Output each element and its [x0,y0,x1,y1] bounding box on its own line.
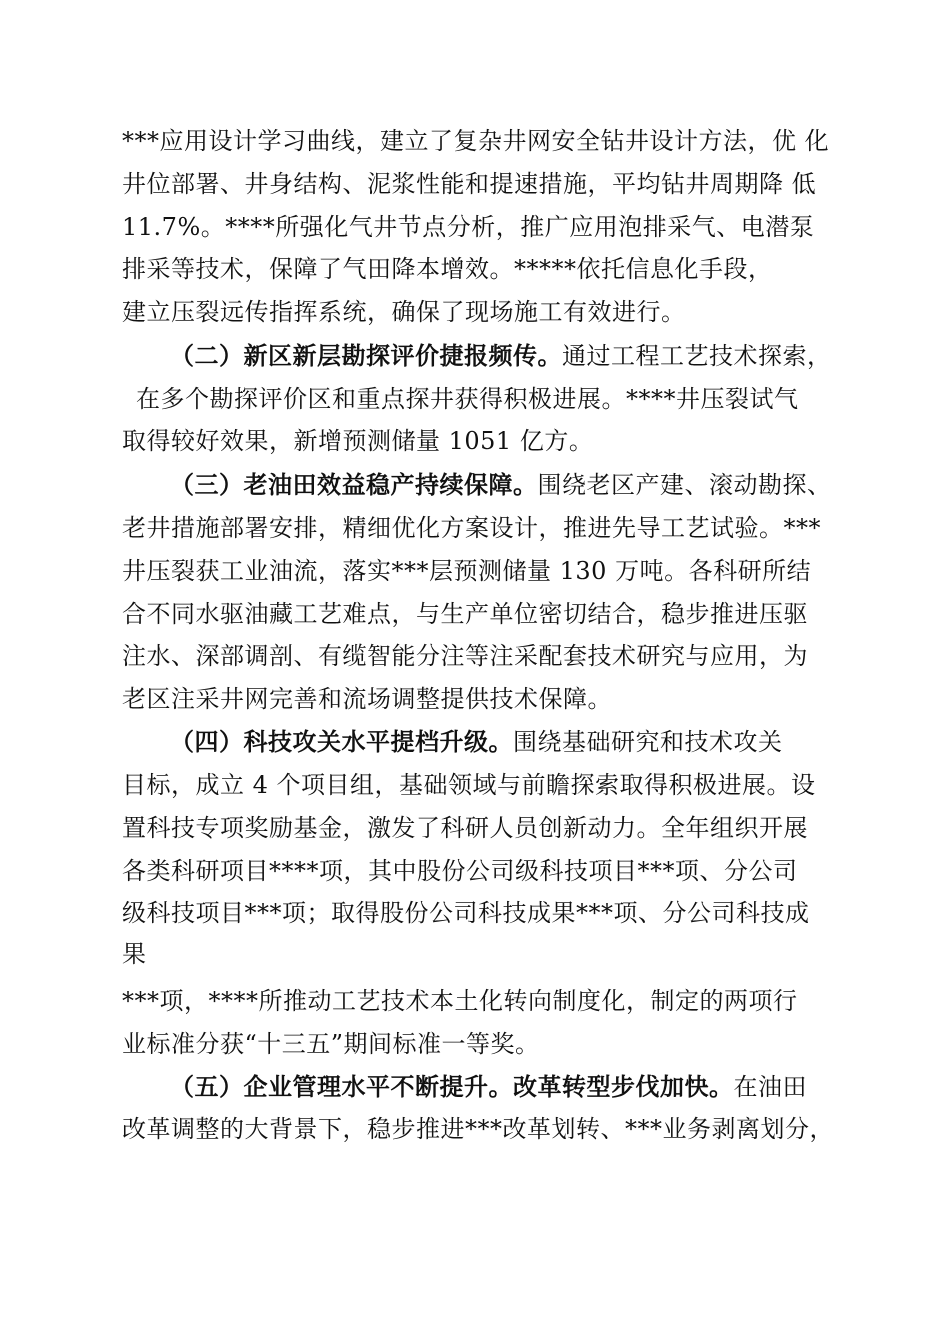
section-5-lead: 在油田 [733,1073,807,1101]
section-2-first-line [170,340,842,372]
section-3-first-line [170,469,842,501]
section-3-heading: （三）老油田效益稳产持续保障。 [170,471,538,499]
paragraph-line: ***项，****所推动工艺技术本土化转向制度化，制定的两项行 [122,987,798,1015]
section-3-lead: 围绕老区产建、滚动勘探、 [537,471,832,499]
section-5-heading: （五）企业管理水平不断提升。改革转型步伐加快。 [170,1073,734,1101]
paragraph-line: 建立压裂远传指挥系统，确保了现场施工有效进行。 [122,298,686,326]
section-2-heading: （二）新区新层勘探评价捷报频传。 [170,342,562,370]
paragraph-line: 合不同水驱油藏工艺难点，与生产单位密切结合，稳步推进压驱 [122,600,808,628]
paragraph-line: 井压裂获工业油流，落实***层预测储量 130 万吨。各科研所结 [122,557,812,585]
paragraph-line: 在多个勘探评价区和重点探井获得积极进展。****井压裂试气 [136,385,799,413]
section-5-first-line [170,1071,842,1103]
paragraph-line: 井位部署、井身结构、泥浆性能和提速措施，平均钻井周期降 低 [122,170,817,198]
paragraph-line: 注水、深部调剖、有缆智能分注等注采配套技术研究与应用，为 [122,642,808,670]
paragraph-line: 业标准分获“十三五”期间标准一等奖。 [122,1030,540,1058]
paragraph-line: 老井措施部署安排，精细优化方案设计，推进先导工艺试验。*** [122,514,821,542]
paragraph-line: 排采等技术，保障了气田降本增效。*****依托信息化手段， [122,255,773,283]
paragraph-line: 11.7%。****所强化气井节点分析，推广应用泡排采气、电潜泵 [122,213,815,241]
paragraph-line: ***应用设计学习曲线，建立了复杂井网安全钻井设计方法，优 化 [122,127,830,155]
paragraph-line: 改革调整的大背景下，稳步推进***改革划转、***业务剥离划分， [122,1115,834,1143]
paragraph-line: 各类科研项目****项，其中股份公司级科技项目***项、分公司 [122,857,798,885]
section-4-lead: 围绕基础研究和技术攻关 [513,728,783,756]
paragraph-line: 置科技专项奖励基金，激发了科研人员创新动力。全年组织开展 [122,814,808,842]
paragraph-line: 果 [122,940,147,968]
paragraph-line: 级科技项目***项；取得股份公司科技成果***项、分公司科技成 [122,899,810,927]
section-2-lead: 通过工程工艺技术探索， [562,342,832,370]
paragraph-line: 取得较好效果，新增预测储量 1051 亿方。 [122,427,594,455]
section-4-heading: （四）科技攻关水平提档升级。 [170,728,513,756]
paragraph-line: 老区注采井网完善和流场调整提供技术保障。 [122,685,612,713]
section-4-first-line [170,726,842,758]
paragraph-line: 目标，成立 4 个项目组，基础领域与前瞻探索取得积极进展。设 [122,771,816,799]
